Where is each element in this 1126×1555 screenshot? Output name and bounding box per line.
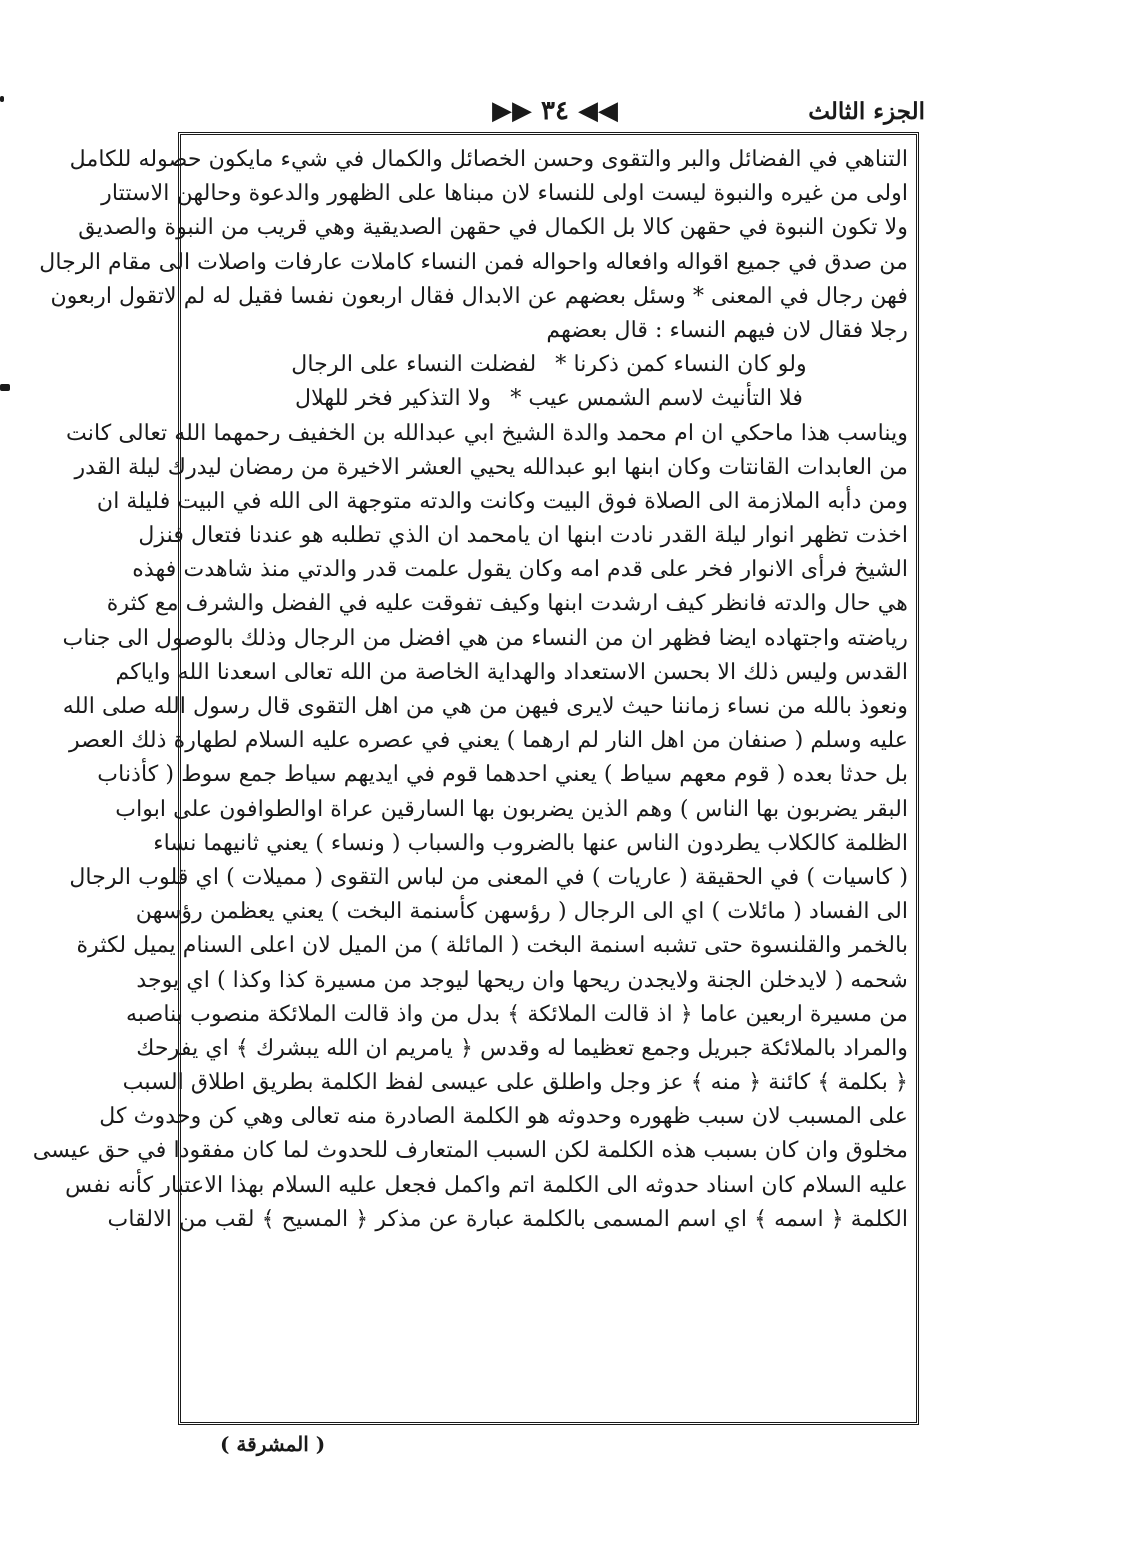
text-line: ومن دأبه الملازمة الى الصلاة فوق البيت وكانت والدته متوجهة الى الله في البيت فليلة ان [96,487,908,514]
text-line: فهن رجال في المعنى * وسئل بعضهم عن الابدال فقال اربعون نفسا فقيل له لم لاتقول اربعون [50,282,908,309]
text-line: من صدق في جميع اقواله وافعاله واحواله فمن النساء كاملات عارفات واصلات الى مقام الرجال [39,248,908,275]
page-number: ◀◀ ٣٤ ▶▶ [491,96,619,126]
text-line: ﴿ بكلمة ﴾ كائنة ﴿ منه ﴾ عز وجل واطلق على عيسى لفظ الكلمة بطريق اطلاق السبب [122,1069,908,1096]
scan-margin-mark [0,384,10,391]
text-line: ( كاسيات ) في الحقيقة ( عاريات ) في المعنى من لباس التقوى ( مميلات ) اي قلوب الرجال [69,863,908,890]
text-line: شحمه ( لايدخلن الجنة ولايجدن ريحها وان ريحها ليوجد من مسيرة كذا وكذا ) اي يوجد [136,966,908,993]
text-line: القدس وليس ذلك الا بحسن الاستعداد والهداية الخاصة من الله تعالى اسعدنا الله واياكم [115,658,908,685]
text-line: رجلا فقال لان فيهم النساء : قال بعضهم [546,316,908,343]
text-line: من مسيرة اربعين عاما ﴿ اذ قالت الملائكة ﴾ بدل من واذ قالت الملائكة منصوب بناصبه [125,1000,908,1027]
text-line: الشيخ فرأى الانوار فخر على قدم امه وكان يقول علمت قدر والدتي منذ شاهدت فهذه [132,556,908,583]
text-line: الكلمة ﴿ اسمه ﴾ اي اسم المسمى بالكلمة عبارة عن مذكر ﴿ المسيح ﴾ لقب من الالقاب [107,1205,908,1232]
catchword: ( المشرقة ) [220,1432,326,1456]
text-line: على المسبب لان سبب ظهوره وحدوثه هو الكلمة الصادرة منه تعالى وهي كن وحدوث كل [99,1103,908,1130]
verse-hemistich-right: فلا التأنيث لاسم الشمس عيب * [510,385,804,412]
scan-margin-mark [0,96,4,102]
verse-line [190,347,908,381]
text-line: هي حال والدته فانظر كيف ارشدت ابنها وكيف تفوقت عليه في الفضل والشرف مع كثرة [106,590,908,617]
verse-hemistich-left: ولا التذكير فخر للهلال [294,385,492,412]
text-line: بل حدثا بعده ( قوم معهم سياط ) يعني احدهما قوم في ايديهم سياط جمع سوط ( كأذناب [97,761,908,788]
verse-hemistich-right: ولو كان النساء كمن ذكرنا * [555,351,807,378]
main-text [32,142,908,1422]
part-title: الجزء الثالث [808,98,925,125]
text-line: مخلوق وان كان بسبب هذه الكلمة لكن السبب المتعارف للحدوث لما كان مفقودا في حق عيسى [32,1137,908,1164]
text-line: بالخمر والقلنسوة حتى تشبه اسنمة البخت ( المائلة ) من الميل لان اعلى السنام يميل لكثرة [76,932,908,959]
verse-hemistich-left: لفضلت النساء على الرجال [291,351,537,378]
text-line: عليه وسلم ( صنفان من اهل النار لم ارهما ) يعني في عصره عليه السلام لطهارة ذلك العصر [69,727,908,754]
text-line: ويناسب هذا ماحكي ان ام محمد والدة الشيخ ابي عبدالله بن الخفيف رحمهما الله تعالى كانت [65,419,908,446]
text-line: ولا تكون النبوة في حقهن كالا بل الكمال في حقهن الصديقية وهي قريب من النبوة والصديق [78,214,908,241]
running-head [185,96,925,132]
text-line: ونعوذ بالله من نساء زماننا حيث لايرى فيهن من هي من اهل التقوى قال رسول الله صلى الله [62,693,908,719]
text-line: والمراد بالملائكة جبريل وجمع تعظيما له وقدس ﴿ يامريم ان الله يبشرك ﴾ اي يفرحك [136,1034,908,1061]
text-line: اولى من غيره والنبوة ليست اولى للنساء لان مبناها على الظهور والدعوة وحالهن الاستتار [101,180,908,207]
verse-line [190,381,908,415]
text-line: البقر يضربون بها الناس ) وهم الذين يضربون بها السارقين عراة اوالطوافون على ابواب [115,795,908,822]
text-line: اخذت تظهر انوار ليلة القدر نادت ابنها ان يامحمد ان الذي تطلبه هو عندنا فتعال فنزل [138,522,908,549]
text-line: التناهي في الفضائل والبر والتقوى وحسن الخصائل والكمال في شيء مايكون حصوله للكامل [69,146,908,172]
text-line: من العابدات القانتات وكان ابنها ابو عبدالله يحيي العشر الاخيرة من رمضان ليدرك ليلة القدر [74,453,908,480]
text-line: رياضته واجتهاده ايضا فظهر ان من النساء من هي افضل من الرجال وذلك بالوصول الى جناب [62,624,908,651]
text-line: الى الفساد ( مائلات ) اي الى الرجال ( رؤسهن كأسنمة البخت ) يعني يعظمن رؤسهن [135,898,908,925]
text-line: عليه السلام كان اسناد حدوثه الى الكلمة اتم واكمل فجعل عليه السلام بهذا الاعتبار كأنه نفس [65,1171,908,1198]
text-line: الظلمة كالكلاب يطردون الناس عنها بالضروب والسباب ( ونساء ) يعني ثانيهما نساء [153,829,908,856]
